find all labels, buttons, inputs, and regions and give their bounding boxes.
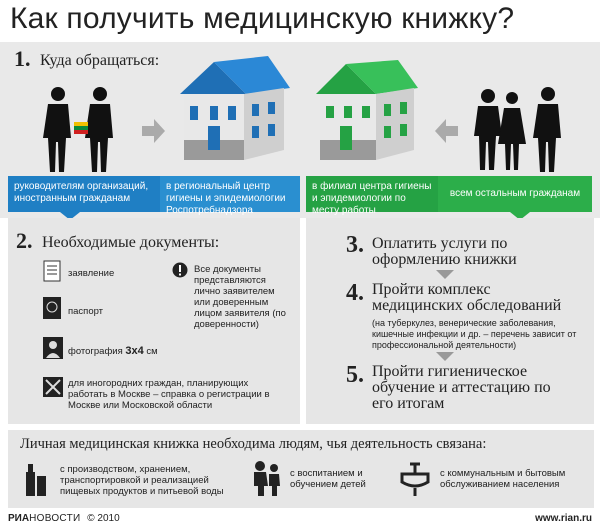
photo-size: 3х4	[125, 345, 144, 357]
footer	[0, 510, 600, 528]
branch-center-building-icon	[310, 54, 428, 174]
arrow-down-icon	[436, 352, 454, 362]
doc-label	[68, 346, 158, 357]
step-subtext: (на туберкулез, венерические заболевания, кишечные инфекции и др. – перечень зависит от профессиональной деятельности)	[372, 318, 577, 350]
step-text: Пройти комплекс медицинских обследований	[372, 281, 562, 314]
step-number: 2.	[16, 228, 33, 253]
step-number: 1.	[14, 46, 31, 71]
site-link[interactable]: www.rian.ru	[535, 513, 592, 524]
bottom-heading: Личная медицинская книжка необходима людям, чья деятельность связана:	[20, 436, 487, 452]
brand-rest: НОВОСТИ	[29, 513, 81, 524]
exclamation-icon	[172, 262, 188, 278]
bottom-item-text: с производством, хранением, транспортировкой и реализацией пищевых продуктов и питьевой воды	[60, 464, 224, 497]
doc-label: заявление	[68, 268, 115, 279]
bar-label: в филиал центра гигиены и эпидемиологии по месту работы	[312, 181, 432, 216]
citizens-icon	[470, 86, 570, 174]
bottom-item-text: с воспитанием и обучением детей	[290, 468, 366, 490]
brand	[8, 513, 120, 524]
children-icon	[252, 460, 282, 496]
bottles-icon	[24, 460, 48, 496]
document-icon	[42, 260, 62, 282]
bar-regional-center	[160, 176, 300, 216]
regional-center-building-icon	[172, 54, 292, 174]
passport-icon	[42, 296, 62, 320]
business-people-icon	[36, 86, 126, 174]
step-heading: Необходимые документы:	[42, 234, 220, 251]
bottom-item-text: с коммунальным и бытовым обслуживанием населения	[440, 468, 566, 490]
photo-unit: см	[146, 346, 158, 357]
bar-other-citizens	[438, 176, 592, 212]
page-title: Как получить медицинскую книжку?	[10, 2, 515, 35]
step-text: Пройти гигиеническое обучение и аттестацию по его итогам	[372, 363, 551, 412]
arrow-right-icon	[140, 118, 166, 144]
bar-branch-center	[306, 176, 438, 216]
stamp-icon	[42, 376, 64, 398]
bar-label: руководителям организаций, иностранным гражданам	[14, 181, 149, 204]
copyright-year: © 2010	[87, 513, 120, 524]
step-heading: Куда обращаться:	[40, 52, 160, 69]
bar-label: в региональный центр гигиены и эпидемиологии Роспотребнадзора	[166, 181, 286, 216]
bar-organizations	[8, 176, 160, 212]
step-number: 4.	[346, 280, 364, 306]
brand-bold: РИА	[8, 513, 30, 524]
photo-label: фотография	[68, 346, 123, 357]
step-number: 5.	[346, 362, 364, 388]
documents-note: Все документы представляются лично заявителем или доверенным лицом заявителя (по доверенности)	[194, 264, 286, 330]
arrow-down-icon	[436, 270, 454, 280]
arrow-left-icon	[434, 118, 460, 144]
step-text: Оплатить услуги по оформлению книжки	[372, 235, 517, 268]
bar-label: всем остальным гражданам	[449, 188, 581, 199]
doc-label: паспорт	[68, 306, 104, 317]
doc-label: для иногородних граждан, планирующих работать в Москве – справка о регистрации в Москве или Московской области	[68, 378, 270, 411]
sink-icon	[398, 460, 432, 496]
step-number: 3.	[346, 232, 364, 258]
photo-icon	[42, 336, 64, 360]
